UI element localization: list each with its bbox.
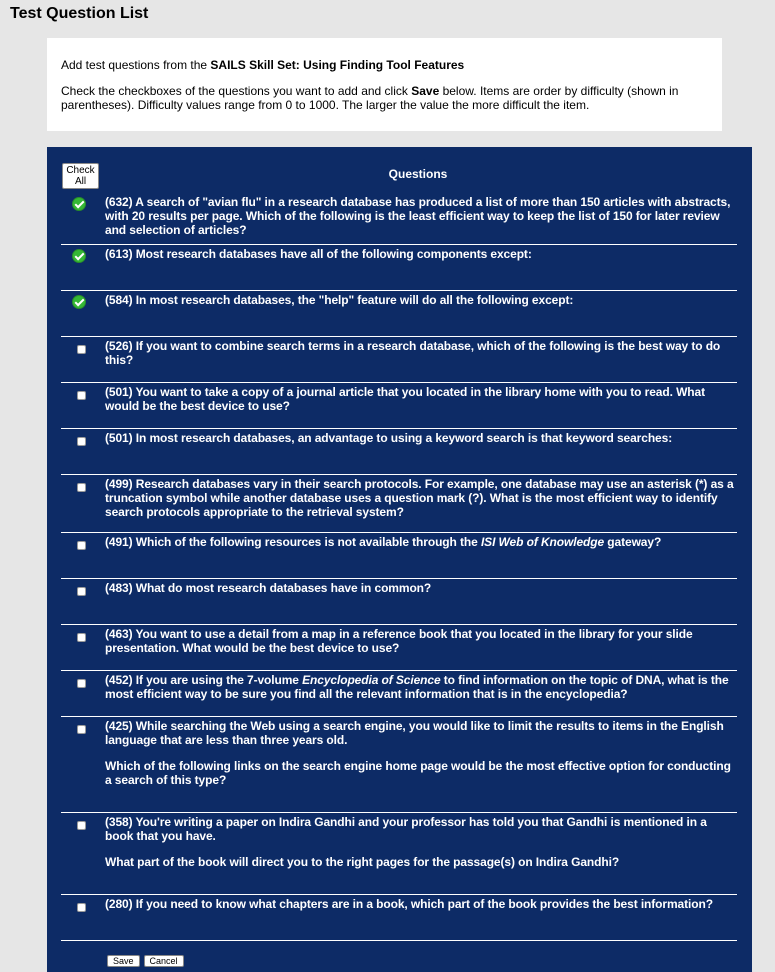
question-text <box>105 719 735 787</box>
question-segment: (584) In most research databases, the "help" feature will do all the following <box>105 293 532 307</box>
question-row <box>47 245 752 291</box>
question-row <box>47 813 752 895</box>
question-row <box>47 193 752 245</box>
page-title: Test Question List <box>10 5 149 22</box>
question-text <box>105 247 735 261</box>
checkbox[interactable] <box>77 483 86 492</box>
question-segment: (613) Most research databases have all of the following components <box>105 247 491 261</box>
question-list <box>47 193 752 941</box>
question-segment: (452) If you are using the 7-volume <box>105 673 303 687</box>
title-text: ISI Web of Knowledge <box>480 535 605 549</box>
question-row <box>47 533 752 579</box>
questions-panel <box>47 147 752 972</box>
question-segment: (632) A search of "avian flu" in a research database has produced a list of more than 150 articles with abstracts, with 20 results per page. Which of the following is the <box>105 195 731 223</box>
question-row <box>47 895 752 941</box>
checked-checkbox-icon[interactable] <box>72 295 86 309</box>
question-row <box>47 717 752 813</box>
question-segment: (499) Research databases vary in their search protocols. For example, one database may use an asterisk (*) as a truncation symbol while another database uses a question mark (?). What is the most efficient way to identify search protocols appropriate to the retrieval system? <box>105 477 734 519</box>
question-row <box>47 291 752 337</box>
intro-text: Add test questions from the <box>61 58 211 72</box>
question-segment: (491) Which of the following resources is <box>105 535 338 549</box>
checkbox[interactable] <box>77 679 86 688</box>
question-segment: (501) In most research databases, an advantage to using a keyword search is that keyword searches: <box>105 431 673 445</box>
question-text <box>105 897 735 911</box>
questions-column-header: Questions <box>388 167 448 181</box>
question-segment: : <box>569 293 574 307</box>
question-row <box>47 625 752 671</box>
checkbox[interactable] <box>77 821 86 830</box>
question-text <box>105 431 735 445</box>
checkbox[interactable] <box>77 587 86 596</box>
question-row <box>47 671 752 717</box>
question-segment: available through the <box>355 535 481 549</box>
skill-set-line <box>61 58 708 72</box>
intro-text: Check the checkboxes of the questions you want to add and click <box>61 84 412 98</box>
question-row <box>47 579 752 625</box>
question-text <box>105 477 735 519</box>
question-text <box>105 195 735 237</box>
checkbox[interactable] <box>77 437 86 446</box>
question-segment: to find information on the topic of DNA, what is the most efficient way to be sure you find all the relevant information that is in the encyclopedia? <box>105 673 729 701</box>
instructions-line <box>61 84 708 112</box>
question-segment: (483) What do most research databases have in common? <box>105 581 432 595</box>
question-row <box>47 475 752 533</box>
skill-set-name: SAILS Skill Set: Using Finding Tool Features <box>210 58 465 72</box>
checkbox[interactable] <box>77 903 86 912</box>
question-segment: (425) While searching the Web using a search engine, you would like to limit the results to items in the English language that are less than three years old. <box>105 719 724 747</box>
checkbox[interactable] <box>77 633 86 642</box>
question-segment: efficient way to keep the list of 150 for later review and selection of articles? <box>105 209 720 237</box>
question-text <box>105 293 735 307</box>
question-segment: What part of the book will direct you to the right pages for the passage(s) on Indira Gandhi? <box>105 855 620 869</box>
emphasis-text: best <box>638 339 663 353</box>
question-text <box>105 627 735 655</box>
cancel-button[interactable]: Cancel <box>144 955 184 967</box>
emphasis-text: least <box>408 209 436 223</box>
intro-text: below. Items are order by difficulty (shown in parentheses). Difficulty values range from 0 to 1000. The larger the value the more difficult the item. <box>61 84 679 112</box>
question-text <box>105 385 735 413</box>
emphasis-text: except <box>531 293 570 307</box>
title-text: Encyclopedia of Science <box>302 673 441 687</box>
question-segment: (526) If you want to combine search terms in a research database, which of the following is the <box>105 339 639 353</box>
form-buttons <box>107 951 188 969</box>
checked-checkbox-icon[interactable] <box>72 249 86 263</box>
checkbox[interactable] <box>77 345 86 354</box>
checkbox[interactable] <box>77 391 86 400</box>
question-row <box>47 337 752 383</box>
save-keyword: Save <box>411 84 440 98</box>
question-text <box>105 339 735 367</box>
emphasis-text: not <box>337 535 356 549</box>
question-text <box>105 535 735 549</box>
question-segment: (280) If you need to know what chapters are in a book, which part of the book provides the best information? <box>105 897 713 911</box>
save-button[interactable]: Save <box>107 955 140 967</box>
question-segment: way to do this? <box>105 339 721 367</box>
question-segment: (358) You're writing a paper on Indira Gandhi and your professor has told you that Gandhi is mentioned in a book that you have. <box>105 815 707 843</box>
question-text <box>105 815 735 869</box>
checked-checkbox-icon[interactable] <box>72 197 86 211</box>
question-row <box>47 383 752 429</box>
question-row <box>47 429 752 475</box>
instructions-box <box>47 38 722 131</box>
emphasis-text: except: <box>490 247 532 261</box>
question-segment: (501) You want to take a copy of a journal article that you located in the library home with you to read. What would be the best device to use? <box>105 385 705 413</box>
checkbox[interactable] <box>77 725 86 734</box>
question-segment: (463) You want to use a detail from a map in a reference book that you located in the library for your slide presentation. What would be the best device to use? <box>105 627 693 655</box>
question-segment: Which of the following links on the search engine home page would be the most effective option for conducting a search of this type? <box>105 759 731 787</box>
question-text <box>105 581 735 595</box>
checkbox[interactable] <box>77 541 86 550</box>
question-text <box>105 673 735 701</box>
question-segment: gateway? <box>604 535 662 549</box>
check-all-button[interactable]: Check All <box>62 163 99 189</box>
